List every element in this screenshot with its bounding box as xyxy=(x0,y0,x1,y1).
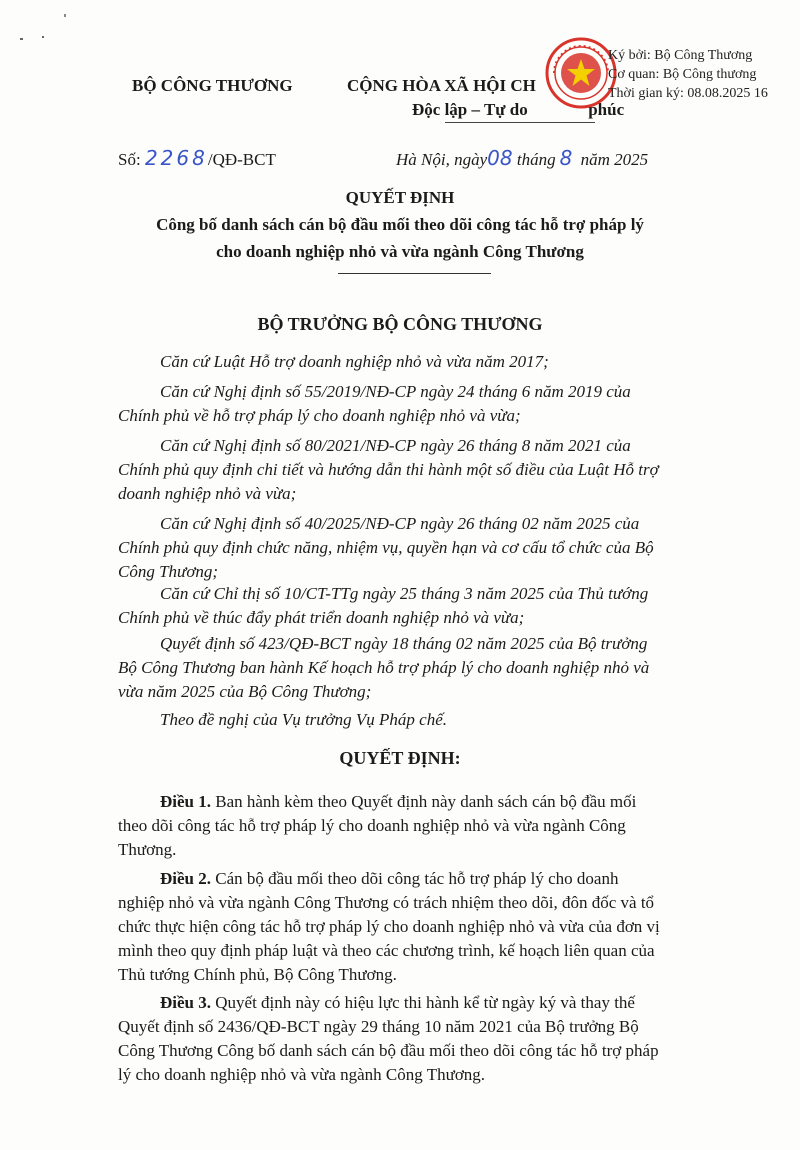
basis-line: Căn cứ Chỉ thị số 10/CT-TTg ngày 25 tháng 3 năm 2025 của Thủ tướng xyxy=(160,584,649,603)
place-date-part-a: Hà Nội, ngày xyxy=(396,150,488,169)
article-1-label: Điều 1. xyxy=(160,792,211,811)
document-subtitle-line-2: cho doanh nghiệp nhỏ và vừa ngành Công Thương xyxy=(216,242,584,261)
basis-line: Căn cứ Nghị định số 55/2019/NĐ-CP ngày 24 tháng 6 năm 2019 của xyxy=(160,382,631,401)
basis-line: Căn cứ Nghị định số 80/2021/NĐ-CP ngày 26 tháng 8 năm 2021 của xyxy=(160,436,631,455)
article-1-line: theo dõi công tác hỗ trợ pháp lý cho doanh nghiệp nhỏ và vừa ngành Công xyxy=(118,816,626,835)
article-1-line xyxy=(160,790,636,814)
basis-line: Căn cứ Luật Hỗ trợ doanh nghiệp nhỏ và vừa năm 2017; xyxy=(160,352,549,371)
handwritten-number: 2268 xyxy=(144,146,208,170)
digital-signature xyxy=(608,46,768,103)
motto-part-b: phúc xyxy=(588,100,625,119)
scan-speck xyxy=(20,38,23,40)
article-3-label: Điều 3. xyxy=(160,993,211,1012)
article-3-line: Công Thương Công bố danh sách cán bộ đầu mối theo dõi công tác hỗ trợ pháp xyxy=(118,1041,659,1060)
article-2-label: Điều 2. xyxy=(160,869,211,888)
article-1-line: Thương. xyxy=(118,840,177,859)
title-divider xyxy=(338,273,491,274)
article-2-line: Thủ tướng Chính phủ, Bộ Công Thương. xyxy=(118,965,397,984)
document-subtitle-line-1: Công bố danh sách cán bộ đầu mối theo dõi công tác hỗ trợ pháp lý xyxy=(156,215,644,234)
basis-line: Công Thương; xyxy=(118,562,219,581)
basis-line: Chính phủ về hỗ trợ pháp lý cho doanh nghiệp nhỏ và vừa; xyxy=(118,406,521,425)
number-line xyxy=(118,146,276,170)
handwritten-month: 8 xyxy=(559,146,573,170)
basis-line: Căn cứ Nghị định số 40/2025/NĐ-CP ngày 26 tháng 02 năm 2025 của xyxy=(160,514,640,533)
number-label: Số: xyxy=(118,150,141,169)
decision-heading: QUYẾT ĐỊNH: xyxy=(339,748,461,768)
authority-heading: BỘ TRƯỞNG BỘ CÔNG THƯƠNG xyxy=(257,314,543,334)
basis-line: Bộ Công Thương ban hành Kế hoạch hỗ trợ pháp lý cho doanh nghiệp nhỏ và xyxy=(118,658,650,677)
place-date-part-b: tháng xyxy=(516,150,556,169)
article-2-line: chức thực hiện công tác hỗ trợ pháp lý cho doanh nghiệp nhỏ và vừa của đơn vị xyxy=(118,917,660,936)
basis-line: Theo đề nghị của Vụ trưởng Vụ Pháp chế. xyxy=(160,710,447,729)
signature-agency: Cơ quan: Bộ Công thương xyxy=(608,67,757,82)
article-3-line: Quyết định số 2436/QĐ-BCT ngày 29 tháng 10 năm 2021 của Bộ trưởng Bộ xyxy=(118,1017,639,1036)
basis-line: doanh nghiệp nhỏ và vừa; xyxy=(118,484,297,503)
article-2-line: mình theo quy định pháp luật và theo các chương trình, kế hoạch liên quan của xyxy=(118,941,655,960)
basis-line: vừa năm 2025 của Bộ Công Thương; xyxy=(118,682,372,701)
scan-speck xyxy=(64,14,66,17)
number-suffix: /QĐ-BCT xyxy=(207,150,276,169)
article-2-line: nghiệp nhỏ và vừa ngành Công Thương có trách nhiệm theo dõi, đôn đốc và tổ xyxy=(118,893,655,912)
article-3-line xyxy=(160,991,635,1015)
article-1-text: Ban hành kèm theo Quyết định này danh sách cán bộ đầu mối xyxy=(215,792,637,811)
basis-line: Chính phủ quy định chi tiết và hướng dẫn thi hành một số điều của Luật Hỗ trợ xyxy=(118,460,659,479)
article-2-line xyxy=(160,867,618,891)
article-3-text: Quyết định này có hiệu lực thi hành kể từ ngày ký và thay thế xyxy=(215,993,635,1012)
signature-signer: Ký bởi: Bộ Công Thương xyxy=(608,48,753,63)
place-date xyxy=(396,146,648,170)
basis-line: Quyết định số 423/QĐ-BCT ngày 18 tháng 02 năm 2025 của Bộ trưởng xyxy=(160,634,648,653)
red-seal-icon xyxy=(544,36,618,110)
handwritten-day: 08 xyxy=(487,146,513,170)
basis-line: Chính phủ về thúc đẩy phát triển doanh nghiệp nhỏ và vừa; xyxy=(118,608,525,627)
document-title: QUYẾT ĐỊNH xyxy=(345,188,455,207)
republic-title: CỘNG HÒA XÃ HỘI CH xyxy=(347,76,536,95)
article-2-text: Cán bộ đầu mối theo dõi công tác hỗ trợ pháp lý cho doanh xyxy=(215,869,619,888)
signature-time: Thời gian ký: 08.08.2025 16 xyxy=(608,86,768,101)
basis-line: Chính phủ quy định chức năng, nhiệm vụ, quyền hạn và cơ cấu tổ chức của Bộ xyxy=(118,538,654,557)
motto-part-a: Độc lập – Tự do xyxy=(412,100,528,119)
motto-underline xyxy=(445,122,595,123)
article-3-line: lý cho doanh nghiệp nhỏ và vừa ngành Công Thương. xyxy=(118,1065,486,1084)
scan-speck xyxy=(42,36,44,38)
ministry-name: BỘ CÔNG THƯƠNG xyxy=(132,76,293,95)
place-date-part-c: năm 2025 xyxy=(580,150,649,169)
